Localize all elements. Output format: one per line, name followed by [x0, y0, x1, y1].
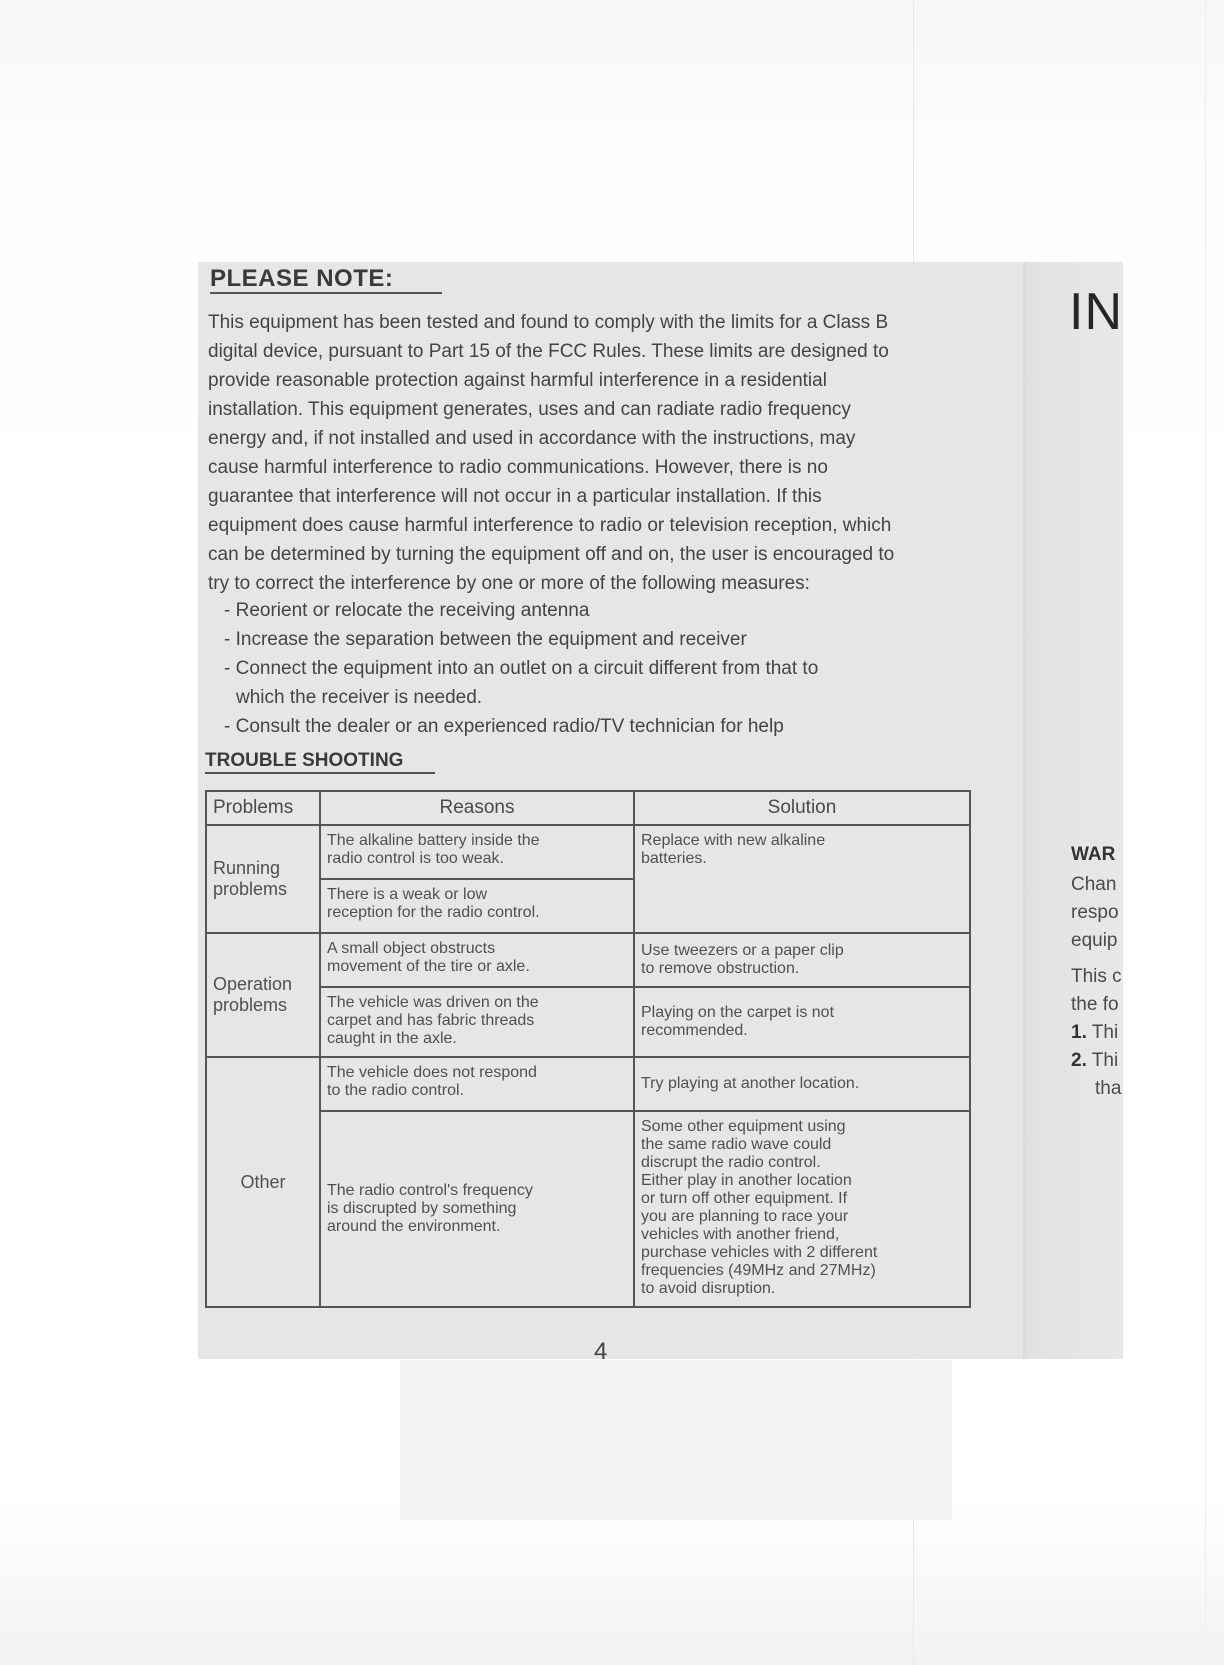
- adjacent-line: respo: [1071, 902, 1119, 923]
- solution-cell: Try playing at another location.: [634, 1057, 970, 1111]
- paragraph-line: try to correct the interference by one or more of the following measures:: [208, 573, 810, 594]
- table-header-row: [206, 791, 970, 825]
- reason-line: The radio control's frequency: [327, 1182, 533, 1199]
- reason-cell: [320, 933, 634, 987]
- reason-cell: [320, 987, 634, 1057]
- reason-line: caught in the axle.: [327, 1030, 457, 1047]
- reason-line: The vehicle does not respond: [327, 1064, 537, 1081]
- problem-label: Operation: [213, 974, 293, 994]
- solution-line: to avoid disruption.: [641, 1280, 776, 1297]
- solution-line: Playing on the carpet is not: [641, 1004, 835, 1021]
- heading-underline: [210, 292, 442, 294]
- reason-cell: [320, 1057, 634, 1111]
- adjacent-line: This c: [1071, 966, 1122, 987]
- solution-line: Some other equipment using: [641, 1118, 846, 1135]
- reason-cell: [320, 825, 634, 879]
- table-row: [206, 825, 970, 879]
- reason-line: is discrupted by something: [327, 1200, 517, 1217]
- reason-line: to the radio control.: [327, 1082, 464, 1099]
- solution-line: recommended.: [641, 1022, 748, 1039]
- measure-item: - Increase the separation between the equipment and receiver: [224, 629, 747, 650]
- column-header-solution: Solution: [634, 791, 970, 825]
- table-row: [206, 933, 970, 987]
- fcc-notice-paragraph: [208, 308, 988, 598]
- solution-line: batteries.: [641, 850, 707, 867]
- reason-cell: [320, 879, 634, 933]
- adjacent-line: equip: [1071, 930, 1118, 951]
- measure-item-continued: which the receiver is needed.: [236, 687, 483, 708]
- solution-line: to remove obstruction.: [641, 960, 800, 977]
- measure-item: - Consult the dealer or an experienced radio/TV technician for help: [224, 716, 784, 737]
- reason-line: carpet and has fabric threads: [327, 1012, 535, 1029]
- solution-line: vehicles with another friend,: [641, 1226, 840, 1243]
- solution-cell: [634, 987, 970, 1057]
- heading-underline: [205, 772, 435, 774]
- problem-label: problems: [213, 995, 288, 1015]
- adjacent-list-item: [1071, 1022, 1118, 1044]
- reason-line: reception for the radio control.: [327, 904, 540, 921]
- table-row: [206, 987, 970, 1057]
- please-note-heading: PLEASE NOTE:: [210, 265, 394, 292]
- paragraph-line: cause harmful interference to radio communications. However, there is no: [208, 457, 828, 478]
- adjacent-line: the fo: [1071, 994, 1119, 1015]
- solution-line: purchase vehicles with 2 different: [641, 1244, 878, 1261]
- paragraph-line: This equipment has been tested and found to comply with the limits for a Class B: [208, 312, 889, 333]
- paragraph-line: can be determined by turning the equipment off and on, the user is encouraged to: [208, 544, 895, 565]
- adjacent-list-text: Thi: [1091, 1050, 1119, 1071]
- problem-label: problems: [213, 879, 288, 899]
- reason-line: around the environment.: [327, 1218, 501, 1235]
- measure-item: - Reorient or relocate the receiving antenna: [224, 600, 590, 621]
- reason-line: radio control is too weak.: [327, 850, 504, 867]
- solution-line: the same radio wave could: [641, 1136, 832, 1153]
- solution-line: Use tweezers or a paper clip: [641, 942, 844, 959]
- paragraph-line: equipment does cause harmful interference to radio or television reception, which: [208, 515, 892, 536]
- reason-line: The alkaline battery inside the: [327, 832, 540, 849]
- solution-cell: [634, 933, 970, 987]
- solution-line: or turn off other equipment. If: [641, 1190, 848, 1207]
- solution-line: Either play in another location: [641, 1172, 852, 1189]
- adjacent-list-item: [1071, 1050, 1118, 1072]
- problem-cell-operation: [206, 933, 320, 1057]
- solution-line: discrupt the radio control.: [641, 1154, 821, 1171]
- problem-cell-running: [206, 825, 320, 933]
- reason-line: The vehicle was driven on the: [327, 994, 539, 1011]
- problem-cell-other: Other: [206, 1057, 320, 1307]
- paragraph-line: energy and, if not installed and used in accordance with the instructions, may: [208, 428, 856, 449]
- reason-line: There is a weak or low: [327, 886, 488, 903]
- adjacent-page-title: IN: [1069, 283, 1123, 341]
- paragraph-line: provide reasonable protection against harmful interference in a residential: [208, 370, 827, 391]
- reason-line: A small object obstructs: [327, 940, 496, 957]
- solution-cell: [634, 1111, 970, 1307]
- adjacent-page: [1023, 262, 1123, 1359]
- adjacent-line: Chan: [1071, 874, 1117, 895]
- table-row: [206, 1057, 970, 1111]
- edge-line: [1205, 0, 1206, 1665]
- adjacent-list-num: 1.: [1071, 1022, 1087, 1043]
- solution-line: frequencies (49MHz and 27MHz): [641, 1262, 876, 1279]
- measure-item: - Connect the equipment into an outlet on a circuit different from that to: [224, 658, 819, 679]
- bleed-through-block: [400, 1360, 952, 1520]
- adjacent-list-num: 2.: [1071, 1050, 1087, 1071]
- solution-line: you are planning to race your: [641, 1208, 849, 1225]
- column-header-reasons: Reasons: [320, 791, 634, 825]
- problem-label: Running: [213, 858, 281, 878]
- solution-cell: [634, 825, 970, 933]
- reason-line: movement of the tire or axle.: [327, 958, 530, 975]
- adjacent-line: tha: [1095, 1078, 1122, 1099]
- page-number: 4: [594, 1338, 608, 1365]
- trouble-shooting-heading: TROUBLE SHOOTING: [205, 750, 404, 771]
- paragraph-line: guarantee that interference will not occur in a particular installation. If this: [208, 486, 822, 507]
- adjacent-list-text: Thi: [1091, 1022, 1119, 1043]
- reason-cell: [320, 1111, 634, 1307]
- solution-line: Replace with new alkaline: [641, 832, 826, 849]
- column-header-problems: Problems: [206, 791, 320, 825]
- paragraph-line: digital device, pursuant to Part 15 of the FCC Rules. These limits are designed to: [208, 341, 889, 362]
- paragraph-line: installation. This equipment generates, uses and can radiate radio frequency: [208, 399, 851, 420]
- adjacent-warning-heading: WAR: [1071, 844, 1116, 865]
- measures-list: [224, 596, 818, 741]
- table-row: [206, 1111, 970, 1307]
- trouble-shooting-table: [205, 790, 971, 1308]
